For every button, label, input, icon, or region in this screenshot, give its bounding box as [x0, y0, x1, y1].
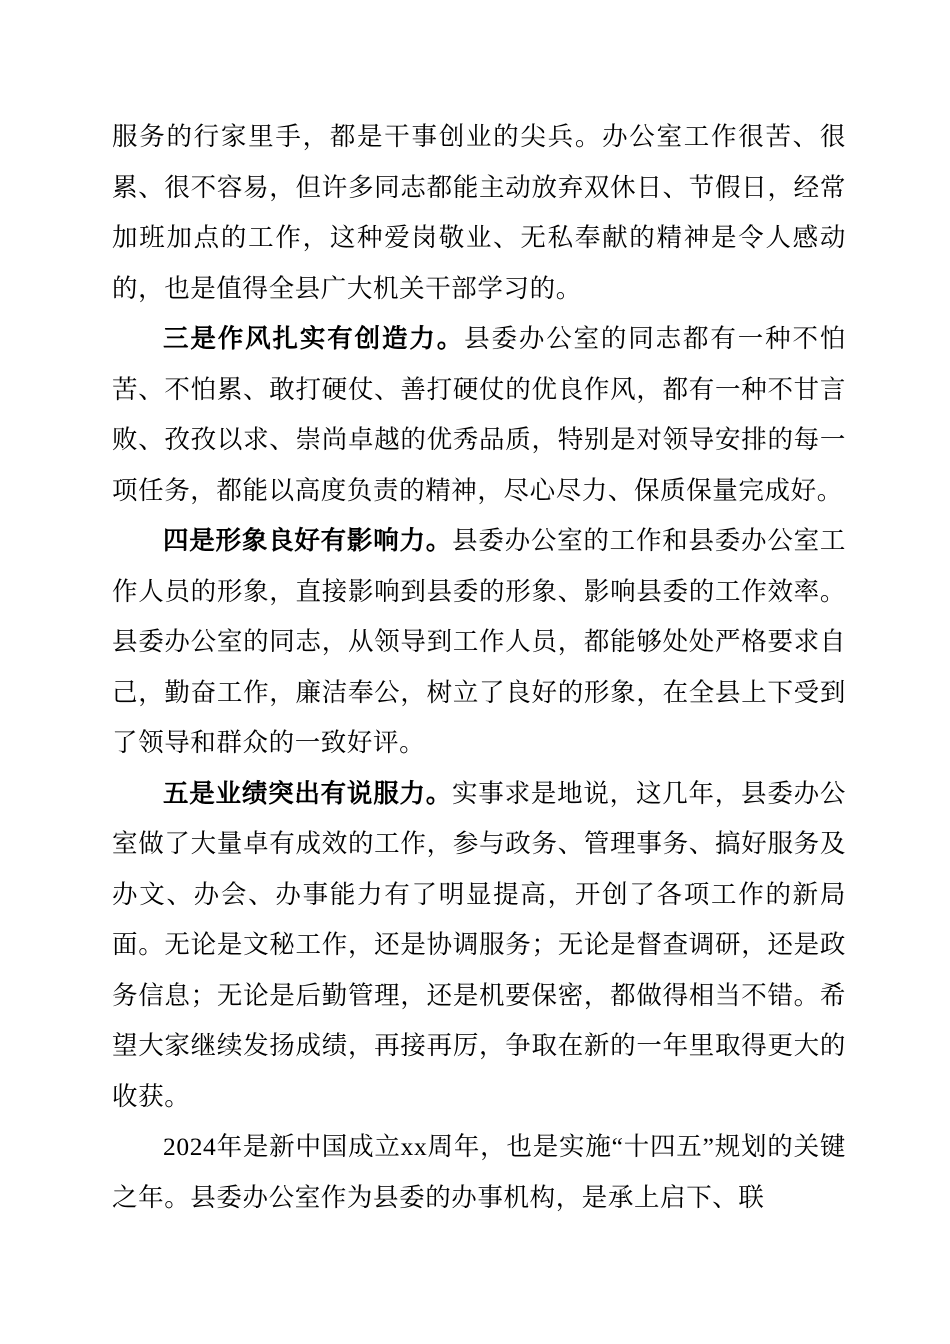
paragraph-4-lead: 五是业绩突出有说服力。: [163, 778, 453, 808]
paragraph-3-lead: 四是形象良好有影响力。: [163, 526, 453, 555]
paragraph-5-text: 2024年是新中国成立xx周年，也是实施“十四五”规划的关键之年。县委办公室作为县委的办事机构，是承上启下、联: [112, 1132, 846, 1212]
paragraph-3-text: 县委办公室的工作和县委办公室工作人员的形象，直接影响到县委的形象、影响县委的工作效率。县委办公室的同志，从领导到工作人员，都能够处处严格要求自己，勤奋工作，廉洁奉公，树立了良好的形象，在全县上下受到了领导和群众的一致好评。: [112, 526, 846, 757]
paragraph-2: [112, 314, 846, 516]
paragraph-2-lead: 三是作风扎实有创造力。: [163, 324, 465, 353]
paragraph-5: [112, 1122, 846, 1223]
paragraph-4: [112, 769, 846, 1123]
paragraph-1: [112, 112, 846, 314]
paragraph-2-text: 县委办公室的同志都有一种不怕苦、不怕累、敢打硬仗、善打硬仗的优良作风，都有一种不甘言败、孜孜以求、崇尚卓越的优秀品质，特别是对领导安排的每一项任务，都能以高度负责的精神，尽心尽力、保质保量完成好。: [112, 324, 846, 505]
paragraph-4-text: 实事求是地说，这几年，县委办公室做了大量卓有成效的工作，参与政务、管理事务、搞好服务及办文、办会、办事能力有了明显提高，开创了各项工作的新局面。无论是文秘工作，还是协调服务；无论是督查调研，还是政务信息；无论是后勤管理，还是机要保密，都做得相当不错。希望大家继续发扬成绩，再接再厉，争取在新的一年里取得更大的收获。: [112, 778, 846, 1111]
paragraph-1-text: 服务的行家里手，都是干事创业的尖兵。办公室工作很苦、很累、很不容易，但许多同志都能主动放弃双休日、节假日，经常加班加点的工作，这种爱岗敬业、无私奉献的精神是令人感动的，也是值得全县广大机关干部学习的。: [112, 122, 846, 303]
document-body: [112, 112, 846, 1223]
paragraph-3: [112, 516, 846, 769]
